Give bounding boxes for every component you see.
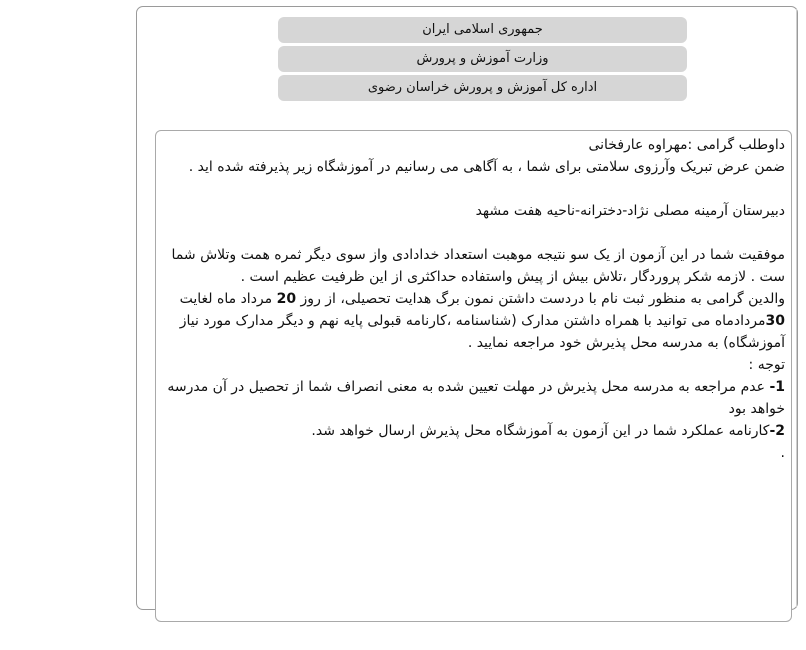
success-paragraph: موفقیت شما در این آزمون از یک سو نتیجه موهبت استعداد خدادادی واز سوی دیگر ثمره همت وتلاش شما ست . لازمه شکر پروردگار ،تلاش بیش از پیش واستفاده حداکثری از این ظرفیت عظیم است . bbox=[171, 247, 785, 285]
parents-text-2: مرداد ماه لغایت bbox=[179, 291, 277, 307]
parents-text-3: مردادماه می توانید با همراه داشتن مدارک (شناسنامه ،کارنامه قبولی پایه نهم و دیگر مدارک مورد نیاز آموزشگاه) به مدرسه محل پذیرش خود مراجعه نمایید . bbox=[179, 313, 785, 351]
parents-paragraph bbox=[162, 288, 785, 354]
note-2-text: کارنامه عملکرد شما در این آزمون به آموزشگاه محل پذیرش ارسال خواهد شد. bbox=[311, 423, 770, 439]
end-mark: . bbox=[780, 445, 785, 461]
letterhead bbox=[278, 17, 687, 104]
note-1 bbox=[162, 376, 785, 420]
note-2-number: 2- bbox=[769, 423, 785, 439]
letterhead-department: اداره کل آموزش و پرورش خراسان رضوی bbox=[278, 75, 687, 101]
letterhead-country: جمهوری اسلامی ایران bbox=[278, 17, 687, 43]
parents-text-1: والدین گرامی به منظور ثبت نام با دردست داشتن نمون برگ هدایت تحصیلی، از روز bbox=[296, 291, 785, 307]
note-1-text: عدم مراجعه به مدرسه محل پذیرش در مهلت تعیین شده به معنی انصراف شما از تحصیل در آن مدرسه خواهد بود bbox=[167, 379, 785, 417]
intro-paragraph: ضمن عرض تبریک وآرزوی سلامتی برای شما ، به آگاهی می رسانیم در آموزشگاه زیر پذیرفته شده اید . bbox=[188, 159, 785, 175]
note-1-number: 1- bbox=[769, 379, 785, 395]
acceptance-letter-body bbox=[155, 130, 792, 622]
salutation: داوطلب گرامی :مهراوه عارفخانی bbox=[588, 137, 785, 153]
spacer bbox=[162, 222, 785, 244]
note-2 bbox=[162, 420, 785, 442]
start-day: 20 bbox=[276, 291, 297, 307]
school-name: دبیرستان آرمینه مصلی نژاد-دخترانه-ناحیه هفت مشهد bbox=[475, 203, 785, 219]
letterhead-ministry: وزارت آموزش و پرورش bbox=[278, 46, 687, 72]
end-day: 30 bbox=[765, 313, 785, 329]
spacer bbox=[162, 178, 785, 200]
notice-label: توجه : bbox=[748, 357, 785, 373]
